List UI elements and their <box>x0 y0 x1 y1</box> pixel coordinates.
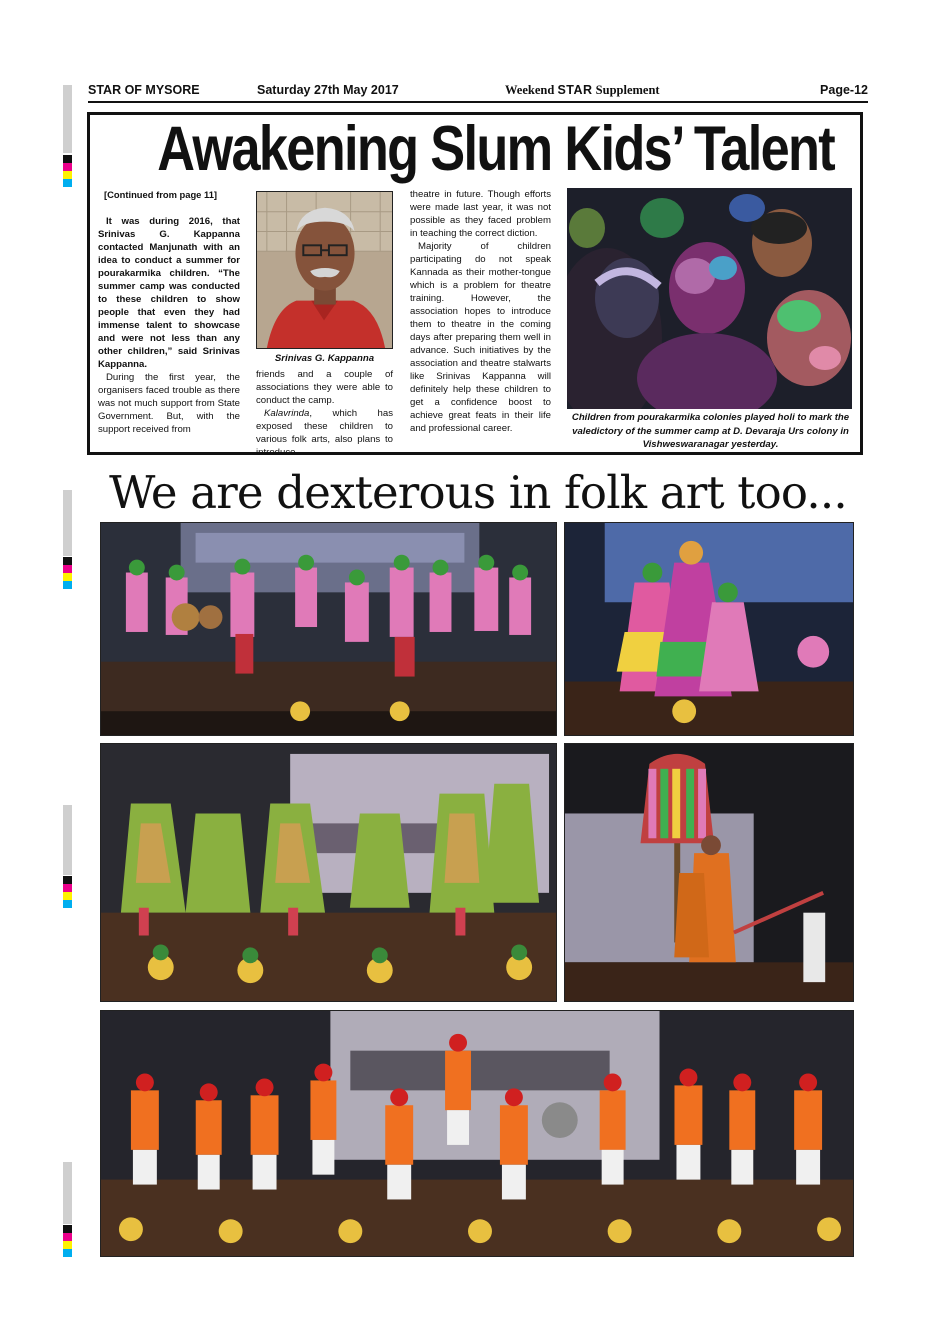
folk-photo-colorful-image <box>565 523 853 735</box>
article-column-2 <box>256 368 393 459</box>
supplement-title <box>505 83 660 98</box>
folk-photo-orange-dancers <box>100 1010 854 1257</box>
article-column-1 <box>98 188 240 436</box>
portrait-image <box>257 192 392 348</box>
article-text: , which has exposed these children to various folk arts, also plans to introduce <box>256 408 393 458</box>
registration-yellow-mark <box>63 573 72 581</box>
supplement-brand: STAR <box>557 83 593 97</box>
registration-magenta-mark <box>63 884 72 892</box>
kalavrinda-name: Kalavrinda <box>264 408 310 419</box>
holi-image <box>567 188 852 409</box>
portrait-photo <box>256 191 393 349</box>
article-paragraph: theatre in future. Though efforts were made last year, it was not possible as they faced problem in teaching the correct diction. <box>410 189 551 239</box>
continued-note: [Continued from page 11] <box>104 189 218 200</box>
story-headline: Awakening Slum Kids’ Talent <box>157 114 835 184</box>
registration-gray-bar <box>63 805 72 875</box>
folk-photo-orange-image <box>101 1011 853 1256</box>
registration-cyan-mark <box>63 179 72 187</box>
folk-photo-grass-image <box>101 744 556 1001</box>
article-paragraph: It was during 2016, that Srinivas G. Kappanna contacted Manjunath with an idea to conduct a summer for pourakarmika children. “The summer camp was conducted to these children to show people that even they had immense talent to showcase and were not less than any other children,” said Srinivas Kappanna. <box>98 216 240 370</box>
folk-photo-totem-dancer <box>564 743 854 1002</box>
article-paragraph <box>256 407 393 459</box>
registration-cyan-mark <box>63 1249 72 1257</box>
registration-cyan-mark <box>63 900 72 908</box>
registration-yellow-mark <box>63 892 72 900</box>
registration-cyan-mark <box>63 581 72 589</box>
registration-black-mark <box>63 876 72 884</box>
article-paragraph: Majority of children participating do not speak Kannada as their mother-tongue which is a problem for theatre training. However, the association hopes to introduce them to theatre in the coming days after preparing them well in advance. Such initiatives by the association and theatre stalwarts like Srinivas Kappanna will definitely help these children to get a confidence boost to achieve great feats in their life and professional career. <box>410 241 551 434</box>
folk-photo-grass-costumes <box>100 743 557 1002</box>
registration-magenta-mark <box>63 1233 72 1241</box>
page-number: Page-12 <box>820 83 868 97</box>
registration-gray-bar <box>63 1162 72 1224</box>
supplement-suffix: Supplement <box>595 83 660 97</box>
folk-photo-totem-image <box>565 744 853 1001</box>
registration-yellow-mark <box>63 171 72 179</box>
registration-black-mark <box>63 557 72 565</box>
holi-caption: Children from pourakarmika colonies played holi to mark the valedictory of the summer camp at D. Devaraja Urs colony in Vishweswaranagar yesterday. <box>571 412 850 450</box>
article-paragraph: friends and a couple of associations they were able to conduct the camp. <box>256 369 393 406</box>
registration-gray-bar <box>63 85 72 153</box>
article-paragraph: During the first year, the organisers faced trouble as there was not much support from State Government. But, with the support received from <box>98 372 240 435</box>
article-column-3 <box>410 188 551 435</box>
registration-magenta-mark <box>63 163 72 171</box>
section-subhead: We are dexterous in folk art too... <box>109 466 847 519</box>
page-header <box>88 83 868 99</box>
supplement-prefix: Weekend <box>505 83 555 97</box>
paper-name: STAR OF MYSORE <box>88 83 200 97</box>
registration-black-mark <box>63 1225 72 1233</box>
registration-magenta-mark <box>63 565 72 573</box>
folk-photo-colorful-dancers <box>564 522 854 736</box>
registration-yellow-mark <box>63 1241 72 1249</box>
header-rule <box>88 101 868 103</box>
registration-gray-bar <box>63 490 72 556</box>
holi-photo <box>567 188 852 409</box>
folk-photo-drummers-image <box>101 523 556 735</box>
registration-black-mark <box>63 155 72 163</box>
folk-photo-drummers <box>100 522 557 736</box>
portrait-caption: Srinivas G. Kappanna <box>274 353 375 364</box>
issue-date: Saturday 27th May 2017 <box>257 83 399 97</box>
